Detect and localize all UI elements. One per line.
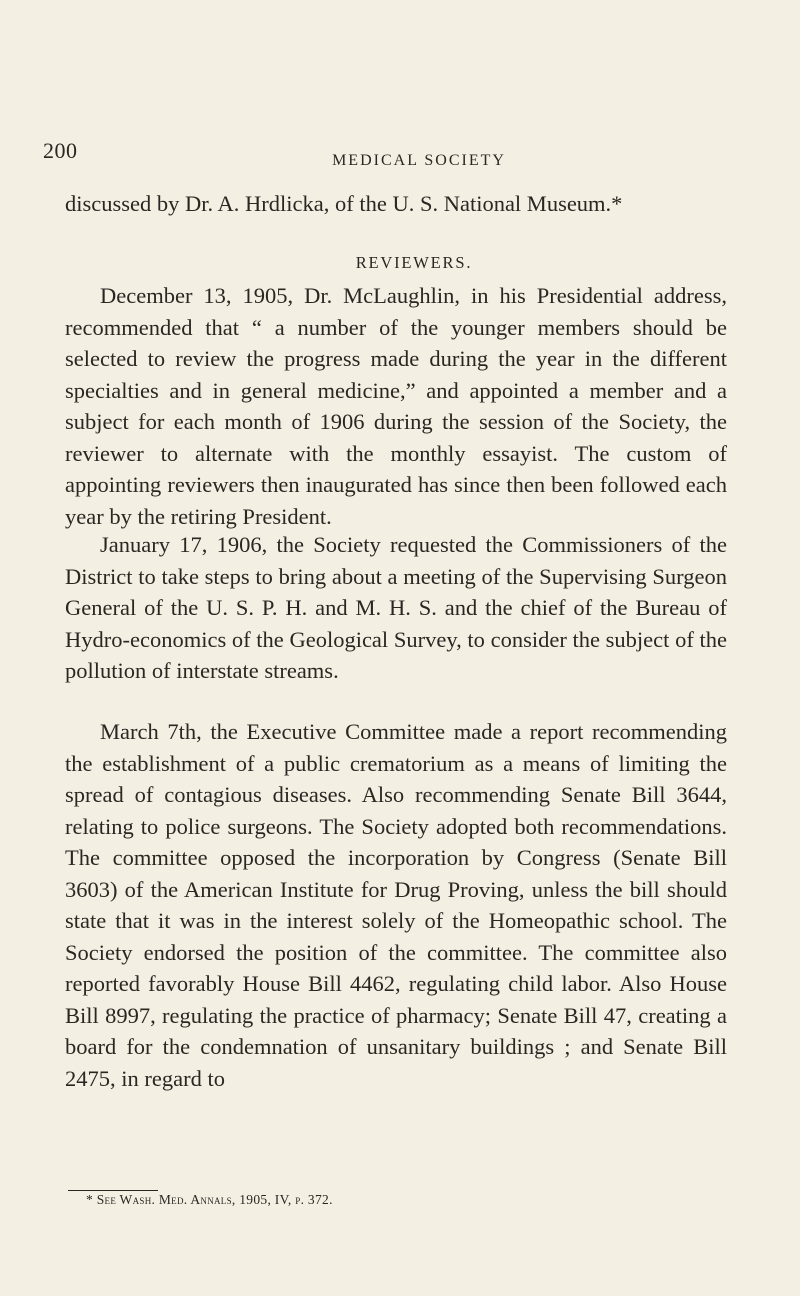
paragraph-march: March 7th, the Executive Committee made a report recommending the establishment of a public crematorium as a means of limiting the spread of contagious diseases. Also recommending Senate Bill 3644, relating to police surgeons. The Society adopted both recommendations. The committee opposed the incorporation by Congress (Senate Bill 3603) of the American Institute for Drug Proving, unless the bill should state that it was in the interest solely of the Homeopathic school. The Society endorsed the position of the committee. The committee also reported favorably House Bill 4462, regulating child labor. Also House Bill 8997, regulating the practice of pharmacy; Senate Bill 47, creating a board for the condemnation of unsanitary buildings ; and Senate Bill 2475, in regard to <box>65 719 727 1091</box>
body-text-2 <box>65 529 727 687</box>
running-head: MEDICAL SOCIETY <box>332 152 506 169</box>
paragraph-january: January 17, 1906, the Society requested the Commissioners of the District to take steps to bring about a meeting of the Supervising Surgeon General of the U. S. P. H. and M. H. S. and the chief of the Bureau of Hydro-economics of the Geological Survey, to consider the subject of the pollution of interstate streams. <box>65 532 727 683</box>
body-text-1 <box>65 280 727 532</box>
intro-text <box>65 188 727 220</box>
footnote-divider <box>68 1190 158 1191</box>
body-text-3 <box>65 716 727 1094</box>
page-number: 200 <box>43 138 78 163</box>
intro-paragraph: discussed by Dr. A. Hrdlicka, of the U. S. National Museum.* <box>65 191 623 216</box>
section-heading: REVIEWERS. <box>355 253 473 272</box>
paragraph-reviewers: December 13, 1905, Dr. McLaughlin, in his Presidential address, recommended that “ a number of the younger members should be selected to review the progress made during the year in the different specialties and in general medicine,” and appointed a member and a subject for each month of 1906 during the session of the Society, the reviewer to alternate with the monthly essayist. The custom of appointing reviewers then inaugurated has since then been followed each year by the retiring President. <box>65 283 727 529</box>
footnote: * See Wash. Med. Annals, 1905, IV, p. 372. <box>86 1192 333 1207</box>
